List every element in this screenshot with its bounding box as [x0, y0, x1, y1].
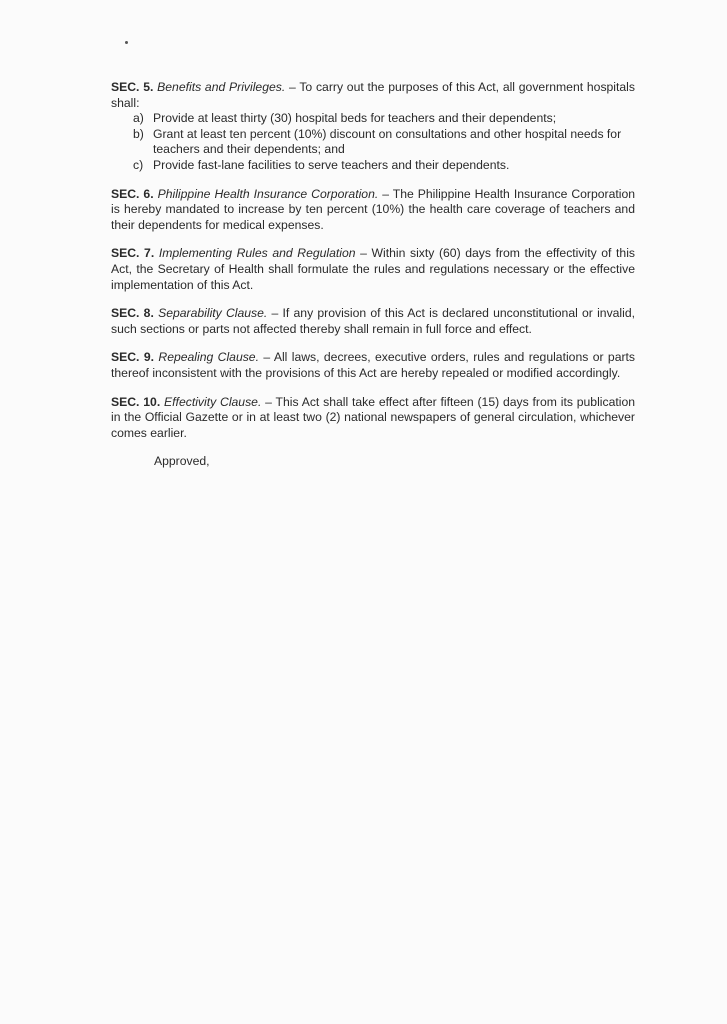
section-title: Separability Clause.	[158, 306, 268, 321]
section-8	[111, 306, 635, 337]
section-text: – All laws, decrees, executive orders, rules and regulations or parts thereof inconsistent with the provisions of this Act are hereby repealed or modified accordingly.	[111, 350, 636, 380]
list-marker: a)	[133, 111, 144, 126]
section-title: Philippine Health Insurance Corporation.	[157, 186, 379, 201]
section-number: SEC. 7.	[111, 246, 155, 261]
section-number: SEC. 8.	[111, 306, 154, 321]
list-item	[133, 158, 635, 174]
list-marker: b)	[133, 126, 144, 141]
section-number: SEC. 10.	[111, 394, 161, 409]
list-item-text: Provide at least thirty (30) hospital beds for teachers and their dependents;	[153, 111, 557, 126]
benefits-list	[111, 111, 635, 173]
section-6	[111, 187, 635, 234]
section-9	[111, 350, 635, 381]
section-title: Effectivity Clause.	[164, 394, 262, 409]
section-number: SEC. 9.	[111, 350, 154, 365]
section-10	[111, 395, 635, 442]
list-item-text: Provide fast-lane facilities to serve teachers and their dependents.	[153, 157, 510, 172]
section-text: – The Philippine Health Insurance Corporation is hereby mandated to increase by ten percent (10%) the health care coverage of teachers and their dependents for medical expenses.	[111, 186, 636, 232]
section-number: SEC. 6.	[111, 186, 154, 201]
section-text: – To carry out the purposes of this Act, all government hospitals shall:	[111, 80, 635, 110]
section-text: – If any provision of this Act is declared unconstitutional or invalid, such sections or parts not affected thereby shall remain in full force and effect.	[111, 306, 636, 336]
list-item	[133, 127, 635, 158]
closing-approved: Approved,	[154, 454, 210, 469]
section-5-paragraph	[111, 80, 635, 111]
section-number: SEC. 5.	[111, 80, 154, 94]
section-text: – This Act shall take effect after fifteen (15) days from its publication in the Official Gazette or in at least two (2) national newspapers of general circulation, whichever comes earlier.	[111, 394, 636, 440]
list-marker: c)	[133, 157, 144, 172]
section-title: Implementing Rules and Regulation	[158, 246, 356, 261]
section-text: – Within sixty (60) days from the effectivity of this Act, the Secretary of Health shall formulate the rules and regulations necessary or the effective implementation of this Act.	[111, 246, 636, 292]
section-7	[111, 246, 635, 293]
section-title: Repealing Clause.	[158, 350, 259, 365]
section-title: Benefits and Privileges.	[157, 80, 286, 94]
list-item-text: Grant at least ten percent (10%) discount on consultations and other hospital needs for teachers and their dependents; and	[153, 126, 622, 157]
scan-speck	[125, 41, 128, 44]
document-body	[111, 80, 635, 470]
section-5	[111, 80, 635, 174]
list-item	[133, 111, 635, 127]
